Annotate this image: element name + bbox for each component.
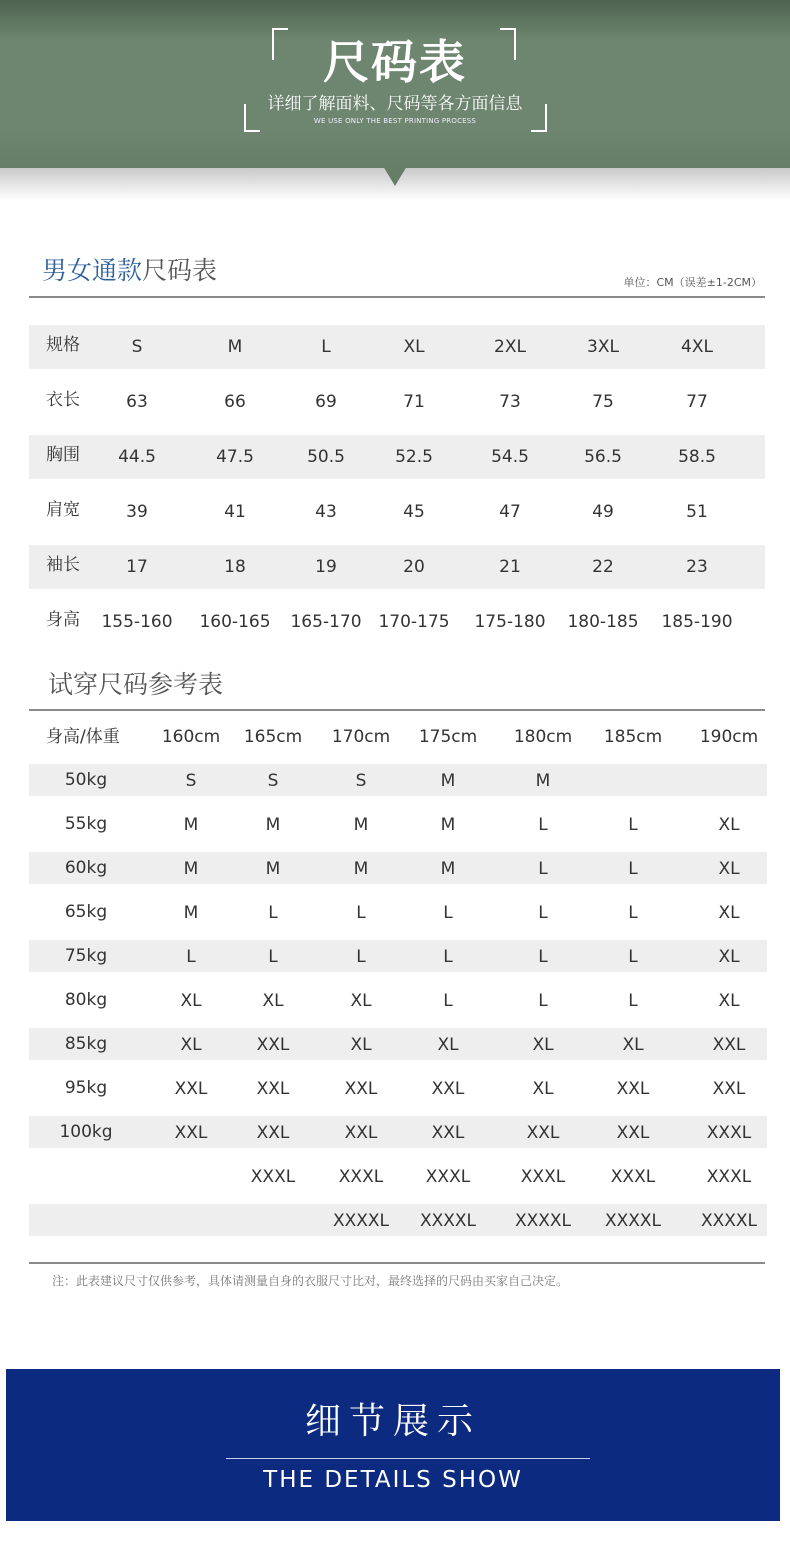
- size-cell: 170-175: [378, 612, 450, 632]
- fit-size-cell: XXXL: [706, 1167, 752, 1187]
- fit-size-cell: XL: [350, 991, 372, 1011]
- size-row-label: 袖长: [46, 555, 80, 575]
- fit-size-cell: XXXL: [338, 1167, 384, 1187]
- fit-size-cell: XXL: [616, 1123, 650, 1143]
- size-cell: M: [227, 337, 243, 357]
- fit-size-cell: M: [183, 903, 199, 923]
- fit-row-weight: 85kg: [64, 1034, 108, 1054]
- size-cell: 3XL: [587, 337, 619, 357]
- size-cell: 155-160: [101, 612, 173, 632]
- fit-size-cell: XXXXL: [514, 1211, 572, 1231]
- size-cell: 23: [686, 557, 708, 577]
- banner-tagline: WE USE ONLY THE BEST PRINTING PROCESS: [313, 117, 477, 125]
- size-cell: 20: [403, 557, 425, 577]
- fit-size-cell: L: [628, 991, 638, 1011]
- fit-header-height: 175cm: [418, 727, 478, 747]
- size-cell: 47.5: [216, 447, 254, 467]
- banner-pointer: [383, 166, 407, 186]
- details-banner: [6, 1369, 780, 1521]
- fit-size-cell: S: [267, 771, 279, 791]
- fit-size-cell: XXXL: [610, 1167, 656, 1187]
- fit-size-cell: L: [628, 815, 638, 835]
- fit-size-cell: L: [356, 947, 366, 967]
- size-cell: 51: [686, 502, 708, 522]
- fit-size-cell: L: [443, 947, 453, 967]
- size-cell: 73: [499, 392, 521, 412]
- fit-header-height: 170cm: [331, 727, 391, 747]
- fit-size-cell: XL: [622, 1035, 644, 1055]
- fit-row-weight: 60kg: [64, 858, 108, 878]
- fit-size-cell: XXXL: [425, 1167, 471, 1187]
- size-row-label: 肩宽: [46, 500, 80, 520]
- size-table-rule: [29, 296, 765, 298]
- fit-row-weight: 65kg: [64, 902, 108, 922]
- fit-size-cell: L: [538, 859, 548, 879]
- size-cell: 50.5: [307, 447, 345, 467]
- fit-size-cell: XXL: [344, 1079, 378, 1099]
- size-row-label: 衣长: [46, 390, 80, 410]
- fit-size-cell: XXL: [431, 1079, 465, 1099]
- fit-size-cell: L: [356, 903, 366, 923]
- size-cell: 4XL: [681, 337, 713, 357]
- size-cell: 66: [224, 392, 246, 412]
- size-cell: 19: [315, 557, 337, 577]
- details-subtitle: THE DETAILS SHOW: [263, 1467, 523, 1493]
- size-cell: 175-180: [474, 612, 546, 632]
- fit-size-cell: XXXL: [250, 1167, 296, 1187]
- size-cell: 69: [315, 392, 337, 412]
- fit-size-cell: XXXXL: [332, 1211, 390, 1231]
- fit-size-cell: XXXXL: [604, 1211, 662, 1231]
- fit-size-cell: XL: [532, 1079, 554, 1099]
- details-title: 细节展示: [304, 1401, 481, 1442]
- fit-size-cell: M: [535, 771, 551, 791]
- fit-size-cell: M: [265, 815, 281, 835]
- size-cell: 21: [499, 557, 521, 577]
- size-cell: 180-185: [567, 612, 639, 632]
- fit-row-weight: 55kg: [64, 814, 108, 834]
- size-cell: 45: [403, 502, 425, 522]
- fit-size-cell: L: [268, 947, 278, 967]
- size-table-title: [42, 254, 217, 288]
- size-cell: 77: [686, 392, 708, 412]
- fit-size-cell: L: [538, 991, 548, 1011]
- fit-size-cell: M: [440, 815, 456, 835]
- fit-size-cell: XL: [718, 947, 740, 967]
- fit-size-cell: M: [265, 859, 281, 879]
- fit-table-rule-bottom: [29, 1262, 765, 1264]
- fit-header-height: 180cm: [513, 727, 573, 747]
- size-cell: 160-165: [199, 612, 271, 632]
- fit-size-cell: XL: [718, 859, 740, 879]
- fit-size-cell: L: [538, 815, 548, 835]
- size-table-title-accent: 男女通款: [42, 256, 143, 285]
- fit-size-cell: M: [353, 815, 369, 835]
- size-cell: 75: [592, 392, 614, 412]
- size-table-title-rest: 尺码表: [142, 256, 218, 285]
- fit-size-cell: L: [268, 903, 278, 923]
- size-row-label: 身高: [46, 610, 80, 630]
- unit-note: 单位：CM（误差±1-2CM）: [623, 276, 762, 289]
- fit-size-cell: S: [185, 771, 197, 791]
- fit-size-cell: XXL: [616, 1079, 650, 1099]
- size-cell: 52.5: [395, 447, 433, 467]
- fit-size-cell: XXL: [174, 1123, 208, 1143]
- fit-size-cell: XXL: [344, 1123, 378, 1143]
- fit-row-weight: 50kg: [64, 770, 108, 790]
- fit-size-cell: L: [443, 991, 453, 1011]
- fit-size-cell: XL: [180, 1035, 202, 1055]
- fit-size-cell: XXL: [431, 1123, 465, 1143]
- fit-size-cell: XXXXL: [419, 1211, 477, 1231]
- size-cell: 18: [224, 557, 246, 577]
- fit-size-cell: XXL: [256, 1123, 290, 1143]
- fit-row-weight: 80kg: [64, 990, 108, 1010]
- size-cell: 56.5: [584, 447, 622, 467]
- fit-size-cell: XL: [180, 991, 202, 1011]
- size-cell: 17: [126, 557, 148, 577]
- header-banner: [0, 0, 790, 200]
- size-cell: 2XL: [494, 337, 526, 357]
- size-cell: 49: [592, 502, 614, 522]
- fit-table-rule-top: [29, 709, 765, 711]
- size-cell: 22: [592, 557, 614, 577]
- size-cell: L: [321, 337, 331, 357]
- fit-size-cell: XXXL: [520, 1167, 566, 1187]
- size-cell: 185-190: [661, 612, 733, 632]
- size-row-label: 胸围: [46, 445, 80, 465]
- fit-size-cell: XXL: [526, 1123, 560, 1143]
- fit-header-height: 190cm: [699, 727, 759, 747]
- fit-size-cell: M: [183, 859, 199, 879]
- size-cell: S: [131, 337, 143, 357]
- fit-size-cell: XXXL: [706, 1123, 752, 1143]
- fit-size-cell: M: [440, 859, 456, 879]
- size-cell: XL: [403, 337, 425, 357]
- fit-header-label: 身高/体重: [46, 727, 120, 747]
- fit-size-cell: L: [443, 903, 453, 923]
- fit-size-cell: L: [538, 903, 548, 923]
- fit-size-cell: M: [353, 859, 369, 879]
- fit-size-cell: M: [440, 771, 456, 791]
- details-divider: [226, 1458, 590, 1459]
- fit-size-cell: XL: [262, 991, 284, 1011]
- size-cell: 43: [315, 502, 337, 522]
- banner-subtitle: 详细了解面料、尺码等各方面信息: [267, 94, 523, 114]
- disclaimer-note: 注：此表建议尺寸仅供参考，具体请测量自身的衣服尺寸比对，最终选择的尺码由买家自己决定。: [52, 1274, 569, 1288]
- fit-table-title: 试穿尺码参考表: [48, 670, 224, 699]
- fit-size-cell: XXL: [712, 1079, 746, 1099]
- fit-size-cell: XXL: [256, 1035, 290, 1055]
- fit-size-cell: XXL: [174, 1079, 208, 1099]
- fit-header-height: 185cm: [603, 727, 663, 747]
- fit-size-cell: M: [183, 815, 199, 835]
- fit-row-weight: 75kg: [64, 946, 108, 966]
- fit-size-cell: L: [628, 903, 638, 923]
- banner-title: 尺码表: [323, 35, 467, 89]
- size-cell: 71: [403, 392, 425, 412]
- fit-size-cell: L: [628, 859, 638, 879]
- fit-size-cell: L: [538, 947, 548, 967]
- fit-row-weight: 95kg: [64, 1078, 108, 1098]
- fit-size-cell: L: [186, 947, 196, 967]
- fit-size-cell: S: [355, 771, 367, 791]
- fit-size-cell: XL: [718, 991, 740, 1011]
- size-row-label: 规格: [46, 335, 80, 355]
- fit-size-cell: L: [628, 947, 638, 967]
- fit-size-cell: XL: [437, 1035, 459, 1055]
- fit-size-cell: XXL: [712, 1035, 746, 1055]
- fit-row-weight: 100kg: [59, 1122, 113, 1142]
- fit-size-cell: XL: [718, 815, 740, 835]
- fit-size-cell: XL: [718, 903, 740, 923]
- fit-size-cell: XXXXL: [700, 1211, 758, 1231]
- size-cell: 47: [499, 502, 521, 522]
- size-cell: 165-170: [290, 612, 362, 632]
- size-cell: 39: [126, 502, 148, 522]
- size-cell: 44.5: [118, 447, 156, 467]
- size-cell: 58.5: [678, 447, 716, 467]
- size-cell: 54.5: [491, 447, 529, 467]
- fit-size-cell: XL: [350, 1035, 372, 1055]
- size-cell: 63: [126, 392, 148, 412]
- fit-header-height: 165cm: [243, 727, 303, 747]
- size-cell: 41: [224, 502, 246, 522]
- fit-size-cell: XL: [532, 1035, 554, 1055]
- fit-size-cell: XXL: [256, 1079, 290, 1099]
- fit-header-height: 160cm: [161, 727, 221, 747]
